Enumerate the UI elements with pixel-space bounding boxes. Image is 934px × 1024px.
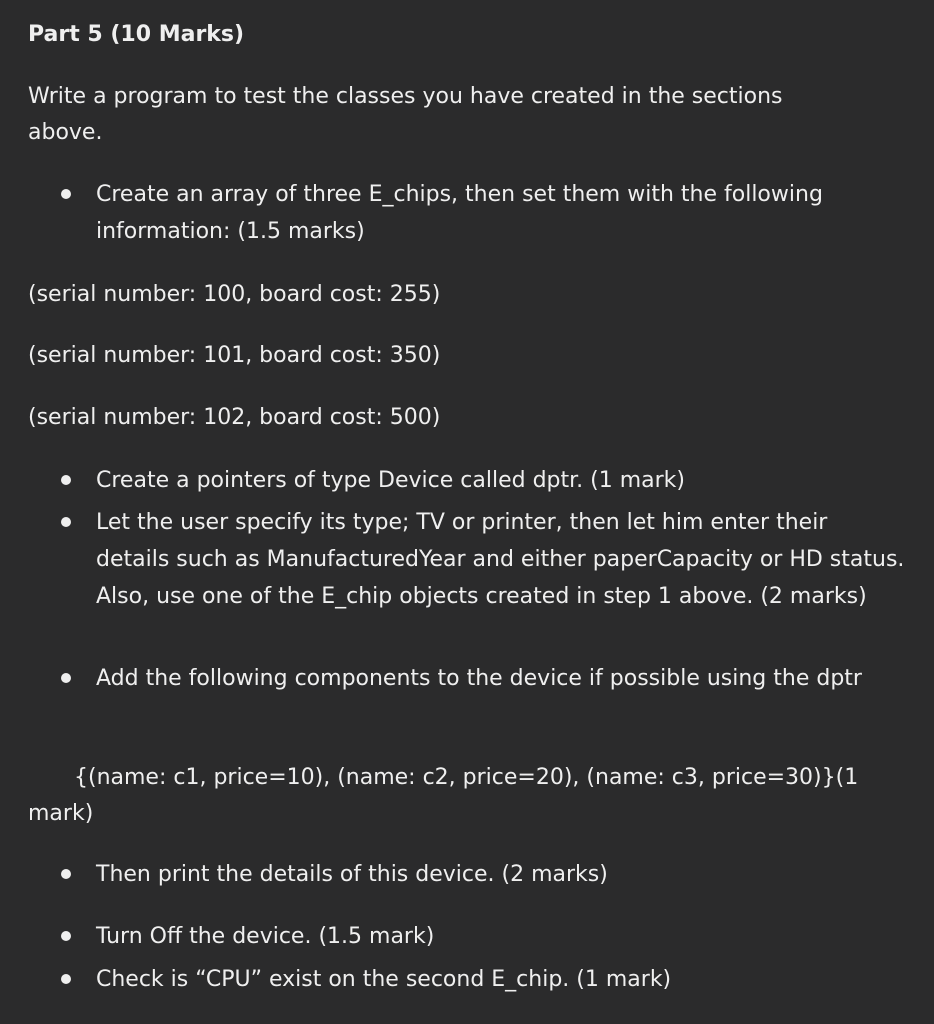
intro-paragraph: Write a program to test the classes you have created in the sections above. [28,84,783,145]
components-text: {(name: c1, price=10), (name: c2, price=20), (name: c3, price=30)}(1 mark) [28,765,859,826]
components-line [28,760,888,832]
bullet-icon [61,475,71,485]
list-item-text: Create a pointers of type Device called dptr. (1 mark) [96,468,685,493]
bullet-icon [61,517,71,527]
bullet-icon [61,931,71,941]
list-item-text: Let the user specify its type; TV or printer, then let him enter their details such as ManufacturedYear and either paperCapacity or HD status. Also, use one of the E_chip objects created in step 1 above. (2 marks) [96,510,905,609]
chip-info-line: (serial number: 102, board cost: 500) [28,405,441,430]
bullet-icon [61,974,71,984]
list-item [56,176,896,250]
list-item-text: Then print the details of this device. (2 marks) [96,862,608,887]
bullet-icon [61,869,71,879]
list-item-text: Turn Off the device. (1.5 mark) [96,924,435,949]
list-item [56,918,896,955]
bullet-icon [61,189,71,199]
section-title: Part 5 (10 Marks) [28,22,245,47]
list-item [56,660,876,697]
bullet-icon [61,673,71,683]
list-item-text: Create an array of three E_chips, then set them with the following information: (1.5 marks) [96,182,823,244]
list-item-text: Check is “CPU” exist on the second E_chip. (1 mark) [96,967,672,992]
list-item [56,856,896,893]
list-item [56,961,896,998]
chip-info-line: (serial number: 101, board cost: 350) [28,343,441,368]
chip-info-line: (serial number: 100, board cost: 255) [28,282,441,307]
list-item-text: Add the following components to the device if possible using the dptr [96,666,862,691]
list-item [56,462,896,499]
list-item [56,504,906,615]
